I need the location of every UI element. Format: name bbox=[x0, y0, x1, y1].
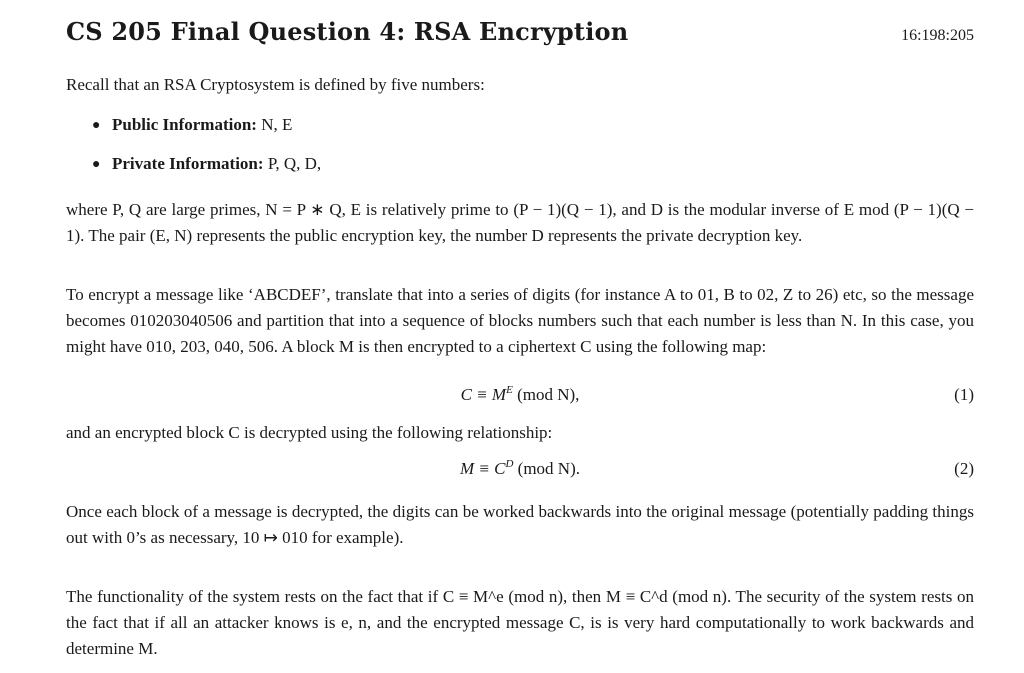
equation-lhs: M ≡ C bbox=[459, 459, 506, 478]
equation-exponent: D bbox=[505, 458, 514, 470]
security-paragraph: The functionality of the system rests on the fact that if C ≡ M^e (mod n), then M ≡ C^d (mod n). The security of the system rests on the fact that if all an attacker knows is e, n, and the encrypted message C, is is very hard computationally to work backwards and determine M. bbox=[66, 587, 974, 658]
bullet-value: P, Q, D, bbox=[267, 154, 322, 173]
bullet-icon: ● bbox=[92, 118, 101, 133]
equation-rhs: (mod N), bbox=[512, 385, 580, 404]
intro-paragraph: Recall that an RSA Cryptosystem is defined by five numbers: bbox=[66, 75, 485, 94]
decryption-intro-paragraph: and an encrypted block C is decrypted using the following relationship: bbox=[66, 423, 553, 442]
equation-rhs: (mod N). bbox=[513, 459, 580, 478]
page-title: CS 205 Final Question 4: RSA Encryption bbox=[66, 17, 629, 46]
equation-formula bbox=[66, 385, 974, 405]
equation-encrypt bbox=[66, 385, 974, 411]
bullet-value: N, E bbox=[261, 115, 293, 134]
header bbox=[66, 17, 974, 53]
equation-exponent: E bbox=[506, 384, 513, 396]
decoding-paragraph: Once each block of a message is decrypted, the digits can be worked backwards into the original message (potentially padding things out with 0’s as necessary, 10 ↦ 010 for example). bbox=[66, 502, 974, 547]
bullet-public-information bbox=[92, 115, 292, 135]
equation-formula bbox=[66, 459, 974, 479]
course-code: 16:198:205 bbox=[901, 27, 974, 44]
bullet-label: Public Information: bbox=[112, 115, 257, 134]
encryption-paragraph: To encrypt a message like ‘ABCDEF’, translate that into a series of digits (for instance A to 01, B to 02, Z to 26) etc, so the message becomes 010203040506 and partition that into a sequence of blocks numbers such that each number is less than N. In this case, you might have 010, 203, 040, 506. A block M is then encrypted to a ciphertext C using the following map: bbox=[66, 285, 974, 356]
equation-number: (1) bbox=[954, 385, 974, 404]
definitions-paragraph: where P, Q are large primes, N = P ∗ Q, E is relatively prime to (P − 1)(Q − 1), and D is the modular inverse of E mod (P − 1)(Q − 1). The pair (E, N) represents the public encryption key, the number D represents the private decryption key. bbox=[66, 200, 974, 245]
bullet-label: Private Information: bbox=[112, 154, 264, 173]
bullet-icon: ● bbox=[92, 157, 101, 172]
bullet-private-information bbox=[92, 154, 321, 174]
equation-decrypt bbox=[66, 459, 974, 485]
equation-number: (2) bbox=[954, 459, 974, 478]
equation-lhs: C ≡ M bbox=[460, 385, 507, 404]
